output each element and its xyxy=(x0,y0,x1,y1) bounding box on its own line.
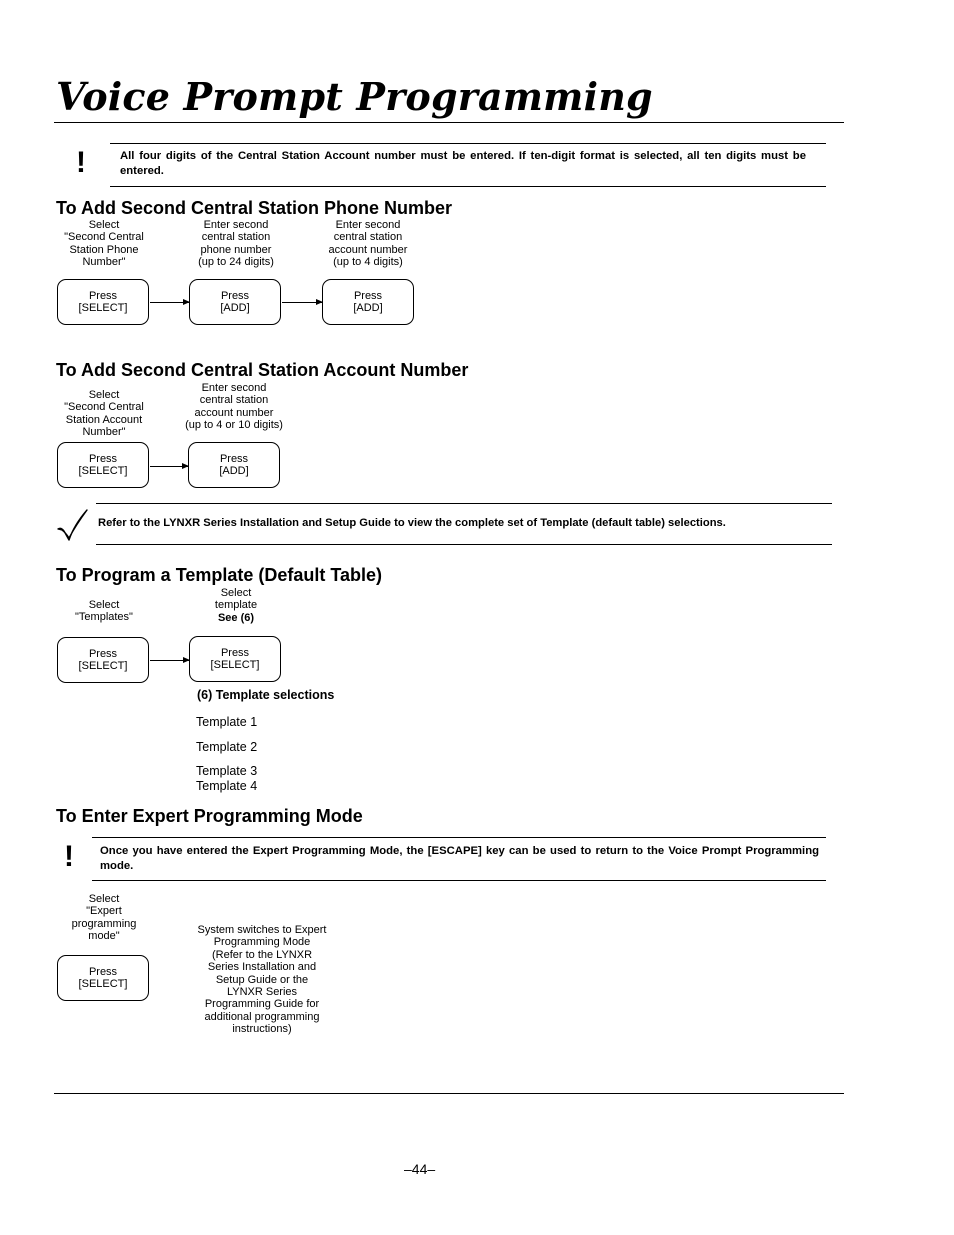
flow-arrow xyxy=(150,660,189,661)
page-title: Voice Prompt Programming xyxy=(56,74,653,119)
step-caption: Enter second central station account number (up to 4 digits) xyxy=(328,219,408,269)
select-key-box: Press [SELECT] xyxy=(57,442,149,488)
step-caption: Select "Second Central Station Phone Number" xyxy=(64,219,144,269)
flow-arrow xyxy=(150,466,188,467)
add-key-box: Press [ADD] xyxy=(189,279,281,325)
section-heading-template: To Program a Template (Default Table) xyxy=(56,565,383,585)
step-caption: Enter second central station account number (up to 4 or 10 digits) xyxy=(185,382,283,432)
template-reference-note: Refer to the LYNXR Series Installation and Setup Guide to view the complete set of Template (default table) selections. xyxy=(98,517,726,529)
warning-top-rule xyxy=(110,143,826,144)
select-key-box: Press [SELECT] xyxy=(57,955,149,1001)
note-bottom-rule xyxy=(96,544,832,545)
add-key-box: Press [ADD] xyxy=(188,442,280,488)
step-caption: Select "Expert programming mode" xyxy=(71,893,137,943)
step-caption: Enter second central station phone number (up to 24 digits) xyxy=(198,219,274,269)
section-heading-expert: To Enter Expert Programming Mode xyxy=(56,806,363,826)
step-caption: Select "Templates" xyxy=(75,599,133,624)
warning-bottom-rule xyxy=(110,186,826,187)
template-option: Template 1 xyxy=(196,715,258,729)
template-option: Template 3 xyxy=(196,764,258,778)
page-number: –44– xyxy=(404,1161,436,1177)
warning-top-rule xyxy=(92,837,826,838)
footer-rule xyxy=(54,1093,844,1094)
select-key-box: Press [SELECT] xyxy=(57,279,149,325)
template-option: Template 2 xyxy=(196,740,258,754)
checkmark-icon xyxy=(56,507,90,545)
select-key-box: Press [SELECT] xyxy=(57,637,149,683)
section-heading-account: To Add Second Central Station Account Number xyxy=(56,360,469,380)
flow-arrow xyxy=(282,302,322,303)
escape-key-warning: Once you have entered the Expert Programming Mode, the [ESCAPE] key can be used to return to the Voice Prompt Programming mode. xyxy=(100,845,819,872)
expert-mode-result: System switches to Expert Programming Mode (Refer to the LYNXR Series Installation and Setup Guide or the LYNXR Series Programming Guide for additional programming instructions) xyxy=(197,924,327,1036)
warning-bottom-rule xyxy=(92,880,826,881)
exclamation-icon: ! xyxy=(76,146,86,179)
flow-arrow xyxy=(150,302,189,303)
select-key-box: Press [SELECT] xyxy=(189,636,281,682)
step-caption: Select template See (6) xyxy=(214,587,258,624)
account-digits-warning: All four digits of the Central Station Account number must be entered. If ten-digit format is selected, all ten digits must be entered. xyxy=(120,150,806,177)
template-selections-title: (6) Template selections xyxy=(197,688,335,702)
exclamation-icon: ! xyxy=(64,840,74,873)
step-caption: Select "Second Central Station Account Number" xyxy=(64,389,144,439)
add-key-box: Press [ADD] xyxy=(322,279,414,325)
title-rule xyxy=(54,122,844,123)
section-heading-phone: To Add Second Central Station Phone Number xyxy=(56,198,453,218)
note-top-rule xyxy=(96,503,832,504)
template-option: Template 4 xyxy=(196,779,258,793)
